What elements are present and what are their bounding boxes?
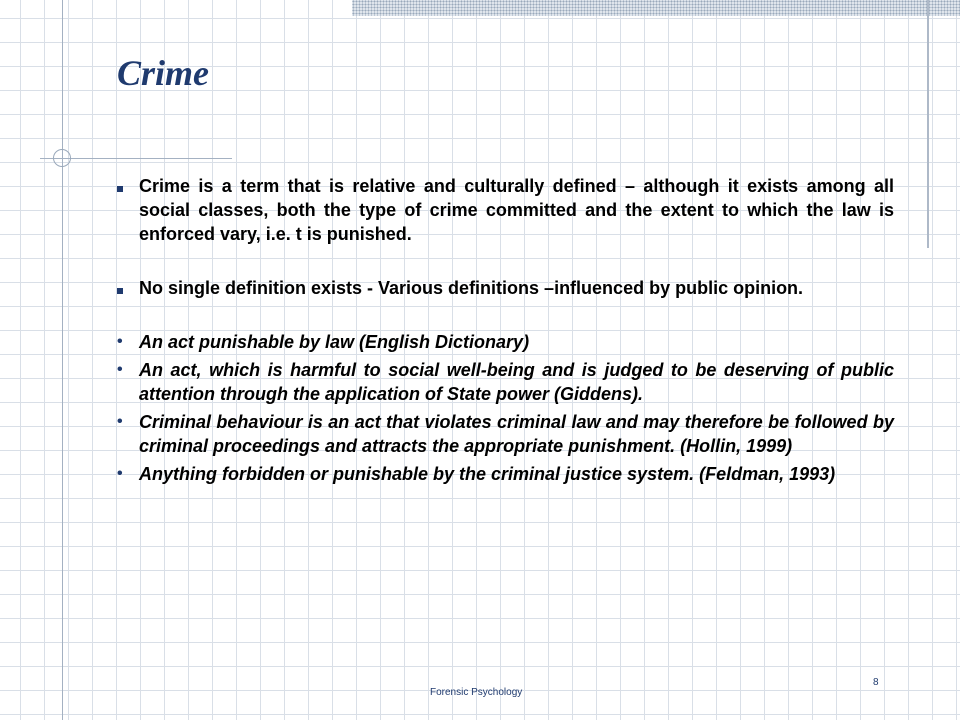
- page-number: 8: [873, 677, 879, 688]
- sub-bullet-item: [114, 410, 894, 458]
- bullet-item: [114, 276, 894, 300]
- bullet-text: Anything forbidden or punishable by the criminal justice system. (Feldman, 1993): [139, 464, 836, 484]
- slide-title: Crime: [117, 53, 210, 93]
- round-bullet-icon: •: [117, 413, 123, 430]
- square-bullet-icon: [114, 276, 139, 300]
- square-bullet-icon: [114, 174, 139, 198]
- round-bullet-icon: •: [117, 361, 123, 378]
- bullet-text: Criminal behaviour is an act that violates criminal law and may therefore be followed by criminal proceedings and attracts the appropriate punishment. (Hollin, 1999): [139, 412, 894, 456]
- bullet-text: An act punishable by law (English Dictionary): [139, 332, 530, 352]
- bullet-text: No single definition exists - Various definitions –influenced by public opinion.: [139, 278, 804, 298]
- bullet-item: [114, 174, 894, 246]
- bullet-text: Crime is a term that is relative and culturally defined – although it exists among all social classes, both the type of crime committed and the extent to which the law is enforced vary, i.e. t is punished.: [139, 176, 894, 244]
- decorative-vertical-line-right: [927, 0, 929, 248]
- slide-content: [114, 174, 894, 486]
- bullet-text: An act, which is harmful to social well-being and is judged to be deserving of public attention through the application of State power (Giddens).: [139, 360, 894, 404]
- round-bullet-icon: •: [117, 465, 123, 482]
- slide-footer: Forensic Psychology: [430, 687, 523, 698]
- corner-dot-pattern: [352, 0, 960, 16]
- sub-bullet-item: [114, 358, 894, 406]
- round-bullet-icon: •: [117, 333, 123, 350]
- decorative-vertical-line-left: [62, 0, 63, 720]
- sub-bullet-item: [114, 462, 894, 486]
- crosshair-ring-icon: [53, 149, 71, 167]
- sub-bullet-item: [114, 330, 894, 354]
